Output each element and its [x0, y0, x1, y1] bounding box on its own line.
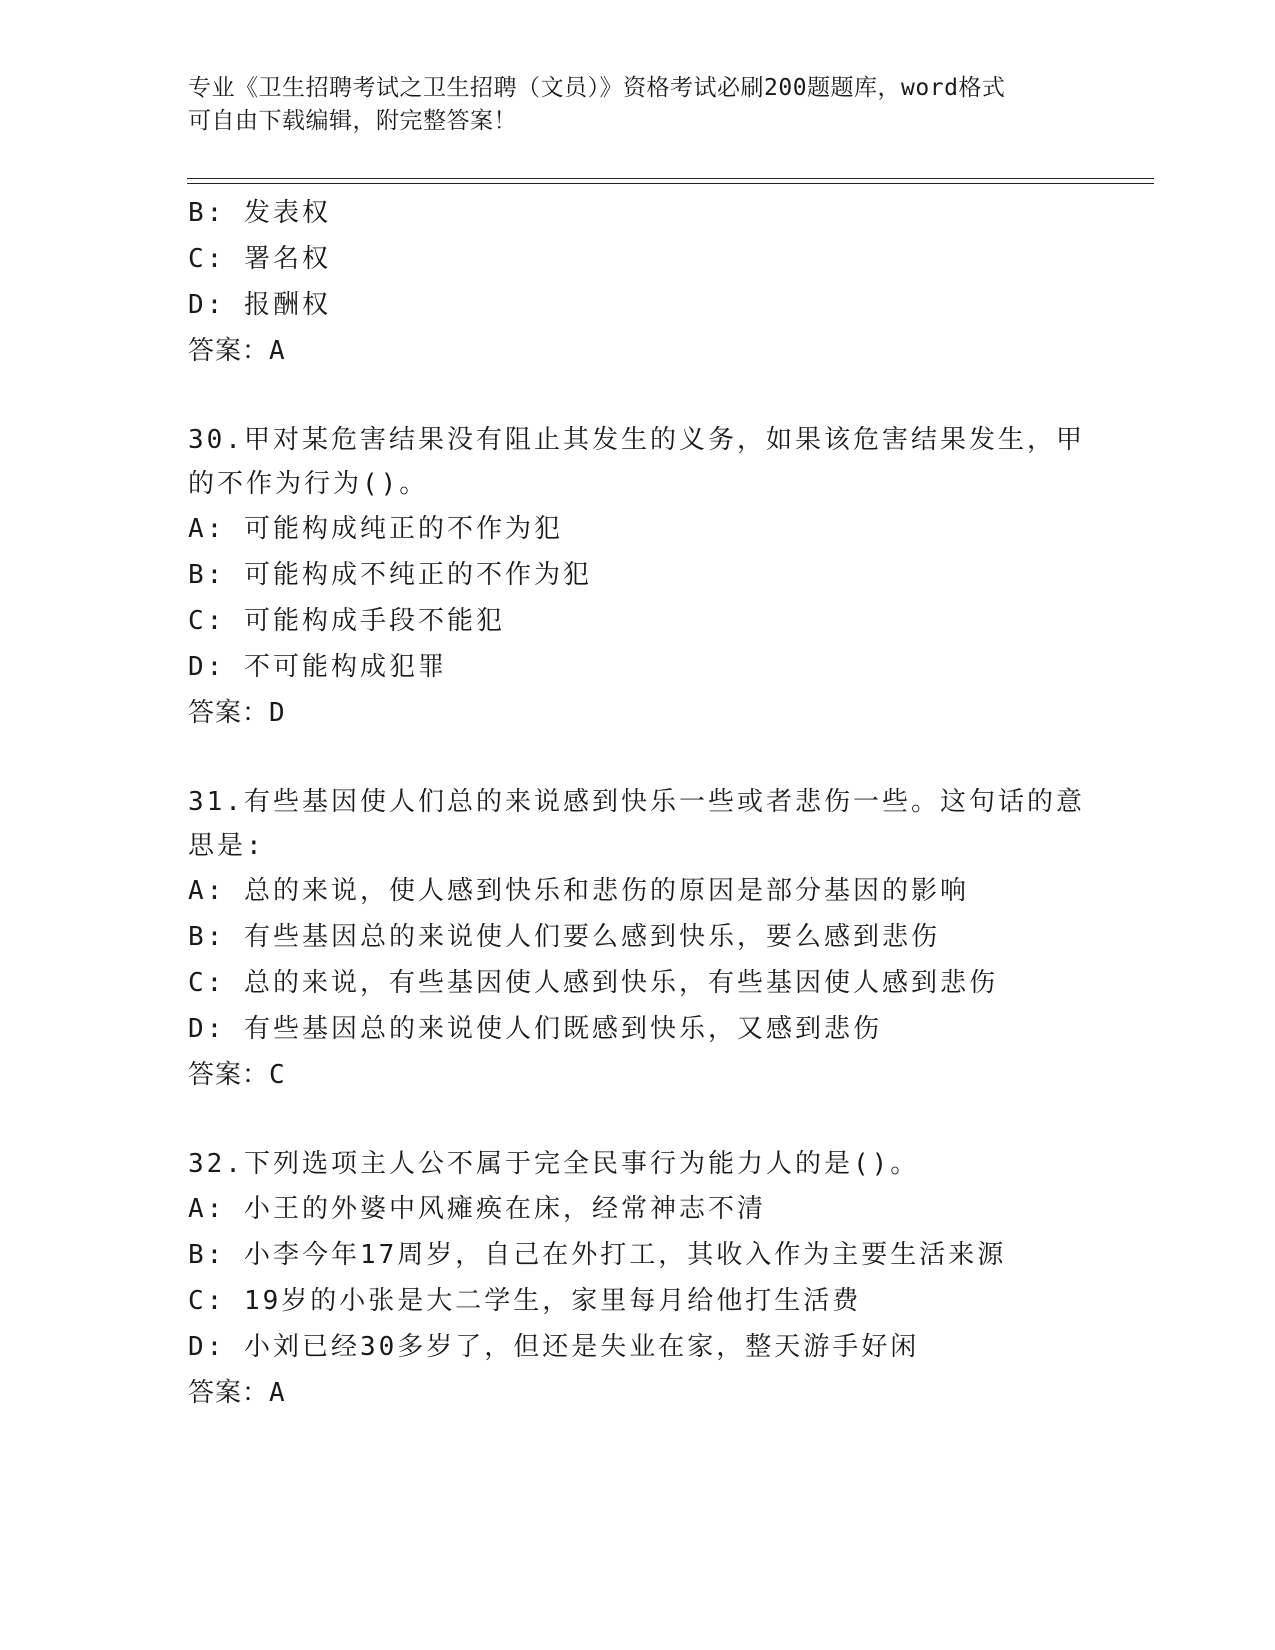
document-content [188, 190, 1088, 1416]
option-a: A: 总的来说，使人感到快乐和悲伤的原因是部分基因的影响 [188, 876, 969, 906]
question-stem-line-1: 31.有些基因使人们总的来说感到快乐一些或者悲伤一些。这句话的意 [188, 787, 1085, 817]
answer-line: 答案：A [188, 336, 286, 366]
option-d: D: 不可能构成犯罪 [188, 652, 447, 682]
option-c: C: 署名权 [188, 244, 331, 274]
question-stem-line-2: 思是: [188, 831, 265, 861]
document-header [188, 72, 1088, 138]
option-b: B: 发表权 [188, 198, 331, 228]
answer-line: 答案：D [188, 698, 286, 728]
option-c: C: 可能构成手段不能犯 [188, 606, 505, 636]
answer-line: 答案：C [188, 1060, 286, 1090]
option-a: A: 小王的外婆中风瘫痪在床，经常神志不清 [188, 1194, 766, 1224]
option-d: D: 小刘已经30多岁了，但还是失业在家，整天游手好闲 [188, 1332, 920, 1362]
option-c: C: 19岁的小张是大二学生，家里每月给他打生活费 [188, 1286, 862, 1316]
option-b: B: 小李今年17周岁，自己在外打工，其收入作为主要生活来源 [188, 1240, 1007, 1270]
option-c: C: 总的来说，有些基因使人感到快乐，有些基因使人感到悲伤 [188, 968, 998, 998]
option-d: D: 报酬权 [188, 290, 331, 320]
answer-line: 答案：A [188, 1378, 286, 1408]
question-31 [188, 780, 1088, 1098]
option-b: B: 有些基因总的来说使人们要么感到快乐，要么感到悲伤 [188, 922, 940, 952]
question-stem-line-1: 30.甲对某危害结果没有阻止其发生的义务，如果该危害结果发生，甲 [188, 425, 1085, 455]
header-line-1: 专业《卫生招聘考试之卫生招聘（文员）》资格考试必刷200题题库，word格式 [188, 75, 1006, 101]
option-b: B: 可能构成不纯正的不作为犯 [188, 560, 592, 590]
header-rule-bottom [187, 183, 1154, 184]
question-stem-line-2: 的不作为行为()。 [188, 469, 429, 499]
question-29-continued [188, 190, 1088, 374]
question-32 [188, 1142, 1088, 1416]
question-30 [188, 418, 1088, 736]
header-line-2: 可自由下载编辑，附完整答案！ [188, 108, 517, 134]
header-rule-top [187, 178, 1154, 179]
option-a: A: 可能构成纯正的不作为犯 [188, 514, 563, 544]
question-stem-line-1: 32.下列选项主人公不属于完全民事行为能力人的是()。 [188, 1149, 920, 1179]
option-d: D: 有些基因总的来说使人们既感到快乐，又感到悲伤 [188, 1014, 882, 1044]
